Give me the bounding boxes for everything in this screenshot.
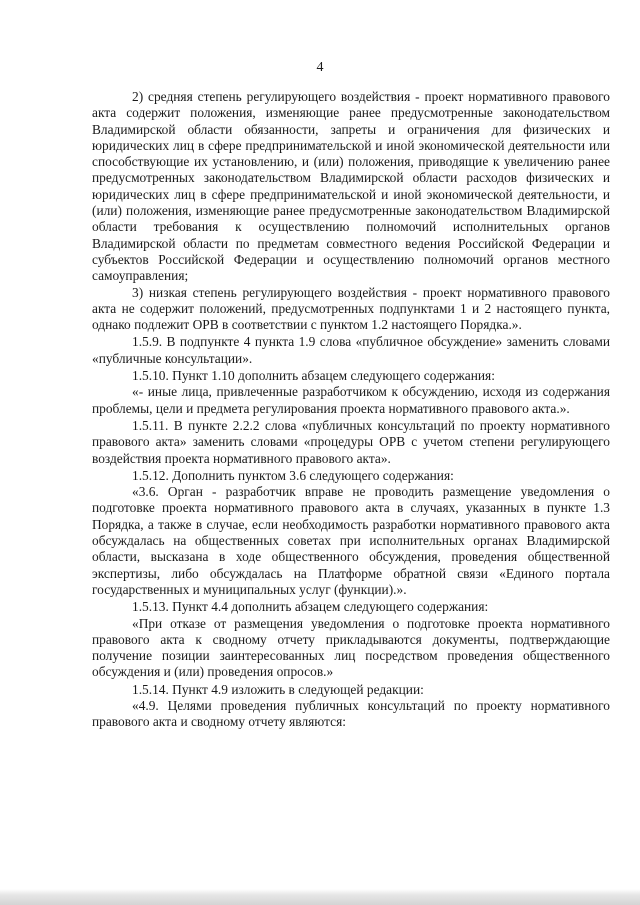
page-number: 4 [316, 60, 324, 75]
paragraph-1-5-10: 1.5.10. Пункт 1.10 дополнить абзацем следующего содержания: [132, 368, 495, 384]
paragraph-1-5-12-text: «3.6. Орган - разработчик вправе не проводить размещение уведомления о подготовке проекта нормативного правового акта в случаях, указанных в пункте 1.3 Порядка, а также в случае, если необходимость разработки нормативного правового акта обсуждалась на общественных советах при исполнительных органах Владимирской области, высказана в ходе общественного обсуждения, проведения общественной экспертизы, либо обсуждалась на Платформе обратной связи «Единого портала государственных и муниципальных услуг (функции).». [92, 484, 610, 597]
paragraph-1-5-14: 1.5.14. Пункт 4.9 изложить в следующей редакции: [132, 681, 424, 697]
paragraph-1-5-13: 1.5.13. Пункт 4.4 дополнить абзацем следующего содержания: [132, 599, 489, 615]
paragraph-1-5-11: 1.5.11. В пункте 2.2.2 слова «публичных консультаций по проекту нормативного правового акта» заменить словами «процедуры ОРВ с учетом степени регулирующего воздействия проекта нормативного правового акта». [92, 417, 610, 466]
document-body [92, 89, 610, 731]
paragraph-1-5-10-text: «- иные лица, привлеченные разработчиком к обсуждению, исходя из содержания проблемы, цели и предмета регулирования проекта нормативного правового акта.». [92, 384, 610, 416]
paragraph-low-degree: 3) низкая степень регулирующего воздействия - проект нормативного правового акта не содержит положений, предусмотренных подпунктами 1 и 2 настоящего пункта, однако подлежит ОРВ в соответствии с пунктом 1.2 настоящего Порядка.». [92, 284, 610, 333]
paragraph-medium-degree: 2) средняя степень регулирующего воздействия - проект нормативного правового акта содержит положения, изменяющие ранее предусмотренные законодательством Владимирской области обязанности, запреты и ограничения для физических и юридических лиц в сфере предпринимательской и иной экономической деятельности или способствующие их установлению, и (или) положения, приводящие к увеличению ранее предусмотренных законодательством Владимирской области расходов физических и юридических лиц в сфере предпринимательской и иной экономической деятельности, и (или) положения, изменяющие ранее предусмотренные законодательством Владимирской области требования к осуществлению полномочий исполнительных органов Владимирской области по предметам совместного ведения Российской Федерации и субъектов Российской Федерации и осуществлению полномочий органов местного самоуправления; [92, 89, 610, 284]
paragraph-1-5-12: 1.5.12. Дополнить пунктом 3.6 следующего содержания: [132, 467, 454, 483]
paragraph-1-5-9: 1.5.9. В подпункте 4 пункта 1.9 слова «публичное обсуждение» заменить словами «публичные консультации». [92, 334, 610, 366]
paragraph-1-5-13-text: «При отказе от размещения уведомления о подготовке проекта нормативного правового акта к сводному отчету прикладываются документы, подтверждающие получение позиции заинтересованных лиц посредством проведения общественного обсуждения и (или) проведения опросов.» [92, 615, 610, 680]
scan-bottom-edge [0, 889, 640, 905]
paragraph-1-5-14-text: «4.9. Целями проведения публичных консультаций по проекту нормативного правового акта и сводному отчету являются: [92, 697, 610, 730]
